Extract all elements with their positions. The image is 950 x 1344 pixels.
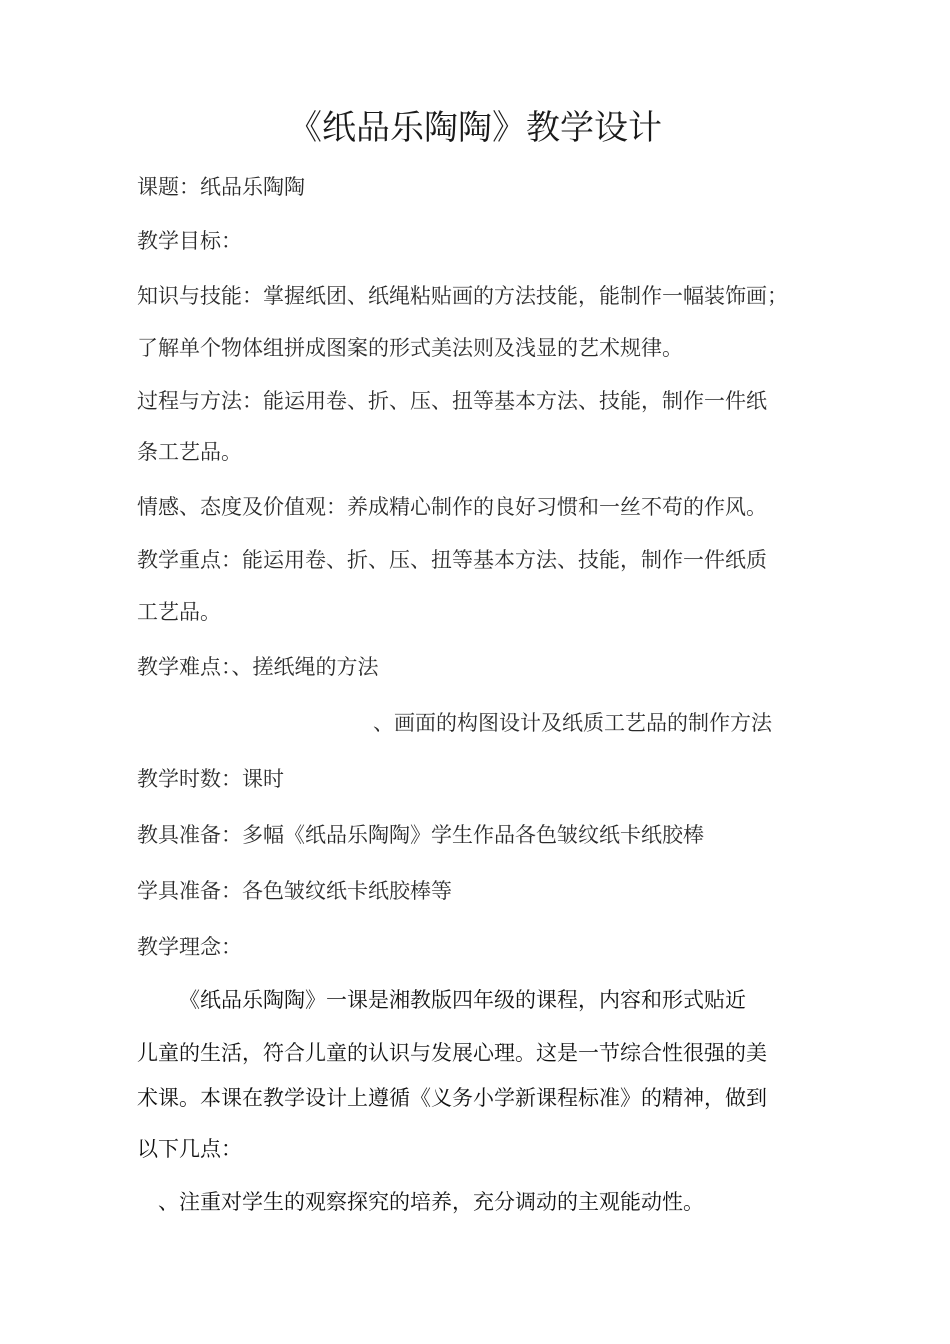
difficulty-line-1: 教学难点：、搓纸绳的方法	[137, 655, 379, 679]
knowledge-skills-line-2: 了解单个物体组拼成图案的形式美法则及浅显的艺术规律。	[137, 336, 683, 360]
philosophy-paragraph-line-3: 术课。本课在教学设计上遵循《义务小学新课程标准》的精神，做到	[137, 1086, 767, 1110]
teaching-philosophy-heading: 教学理念：	[137, 935, 242, 959]
difficulty-line-2: 、画面的构图设计及纸质工艺品的制作方法	[373, 711, 772, 735]
principle-point-1: 、注重对学生的观察探究的培养，充分调动的主观能动性。	[158, 1190, 704, 1214]
process-method-line-2: 条工艺品。	[137, 440, 242, 464]
teaching-goals-heading: 教学目标：	[137, 229, 242, 253]
philosophy-paragraph-line-1: 《纸品乐陶陶》一课是湘教版四年级的课程，内容和形式贴近	[179, 988, 746, 1012]
teaching-hours: 教学时数：课时	[137, 767, 284, 791]
document-title: 《纸品乐陶陶》教学设计	[288, 108, 662, 148]
knowledge-skills-line-1: 知识与技能：掌握纸团、纸绳粘贴画的方法技能，能制作一幅装饰画；	[137, 284, 788, 308]
student-materials: 学具准备：各色皱纹纸卡纸胶棒等	[137, 879, 452, 903]
process-method-line-1: 过程与方法：能运用卷、折、压、扭等基本方法、技能，制作一件纸	[137, 389, 767, 413]
philosophy-paragraph-line-4: 以下几点：	[137, 1137, 242, 1161]
key-point-line-2: 工艺品。	[137, 600, 221, 624]
teacher-materials: 教具准备：多幅《纸品乐陶陶》学生作品各色皱纹纸卡纸胶棒	[137, 823, 704, 847]
emotion-values-line: 情感、态度及价值观：养成精心制作的良好习惯和一丝不苟的作风。	[137, 495, 767, 519]
lesson-topic: 课题：纸品乐陶陶	[137, 175, 305, 199]
key-point-line-1: 教学重点：能运用卷、折、压、扭等基本方法、技能，制作一件纸质	[137, 548, 767, 572]
philosophy-paragraph-line-2: 儿童的生活，符合儿童的认识与发展心理。这是一节综合性很强的美	[137, 1041, 767, 1065]
